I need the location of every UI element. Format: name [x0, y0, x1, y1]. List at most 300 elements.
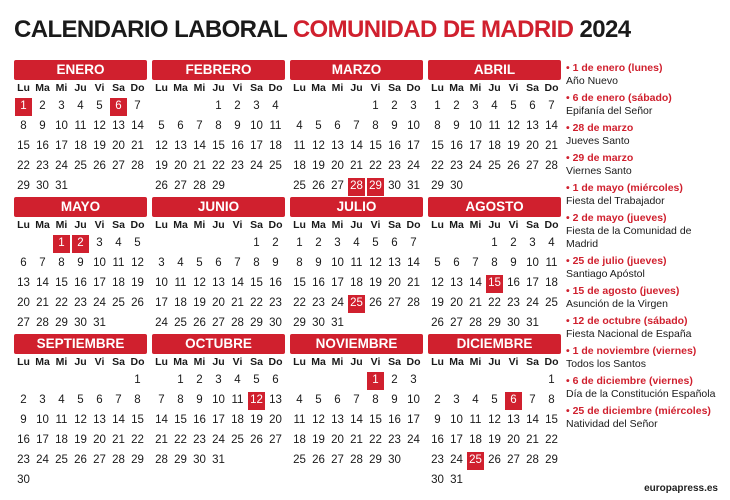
day-cell: 12: [312, 140, 325, 152]
day-cell: 7: [115, 394, 122, 406]
weekday-label: Lu: [293, 82, 306, 94]
weekday-label: Lu: [155, 82, 168, 94]
day-cell: 3: [158, 257, 165, 269]
day-cell: 14: [155, 414, 168, 426]
weekday-label: Sa: [388, 219, 401, 231]
holiday-name: Año Nuevo: [566, 75, 618, 87]
day-cell: 23: [269, 297, 282, 309]
holiday-item: [566, 255, 726, 281]
day-cell: 6: [215, 257, 222, 269]
day-cell: 3: [334, 237, 341, 249]
weekday-label: Lu: [17, 356, 30, 368]
weekday-label: Lu: [431, 356, 444, 368]
weekday-label: Sa: [250, 82, 263, 94]
day-cell: 5: [315, 394, 322, 406]
day-cell: 4: [234, 374, 241, 386]
empty-cell: [348, 372, 365, 390]
day-cell: 19: [250, 414, 263, 426]
day-cell: 24: [93, 297, 106, 309]
empty-cell: [191, 98, 208, 116]
holiday-item: [566, 122, 726, 148]
day-cell: 2: [272, 237, 279, 249]
day-cell: 29: [545, 454, 558, 466]
day-cell: 26: [312, 454, 325, 466]
weekday-label: Mi: [469, 82, 482, 94]
day-cell: 2: [20, 394, 27, 406]
weekday-label: Vi: [232, 356, 243, 368]
empty-cell: [429, 372, 446, 390]
holiday-date: • 15 de agosto (jueves): [566, 285, 680, 297]
day-cell: 15: [293, 277, 306, 289]
day-cell: 24: [331, 297, 344, 309]
weekday-label: Do: [544, 82, 559, 94]
day-cell: 7: [548, 100, 555, 112]
day-cell: 12: [155, 140, 168, 152]
empty-cell: [448, 372, 465, 390]
holiday-day-cell: 15: [486, 275, 503, 293]
day-cell: 22: [369, 434, 382, 446]
day-cell: 27: [331, 180, 344, 192]
weekday-label: Lu: [431, 219, 444, 231]
day-cell: 18: [74, 140, 87, 152]
day-cell: 22: [369, 160, 382, 172]
day-cell: 16: [269, 277, 282, 289]
day-cell: 4: [77, 100, 84, 112]
holiday-day-cell: 12: [248, 392, 265, 410]
day-cell: 20: [526, 140, 539, 152]
weekday-label: Do: [268, 82, 283, 94]
day-cell: 19: [431, 297, 444, 309]
month-junio: [152, 197, 285, 331]
day-cell: 6: [453, 257, 460, 269]
day-cell: 22: [55, 297, 68, 309]
day-cell: 19: [507, 140, 520, 152]
weekday-label: Ma: [311, 219, 326, 231]
day-cell: 11: [545, 257, 558, 269]
day-cell: 17: [469, 140, 482, 152]
day-cell: 13: [212, 277, 225, 289]
day-cell: 6: [529, 100, 536, 112]
day-cell: 22: [17, 160, 30, 172]
holiday-item: [566, 315, 726, 341]
day-cell: 7: [39, 257, 46, 269]
day-cell: 20: [269, 414, 282, 426]
day-cell: 4: [296, 120, 303, 132]
day-cell: 4: [548, 237, 555, 249]
day-cell: 3: [96, 237, 103, 249]
day-cell: 4: [272, 100, 279, 112]
day-cell: 10: [450, 414, 463, 426]
day-cell: 20: [331, 160, 344, 172]
day-cell: 17: [407, 414, 420, 426]
day-cell: 21: [545, 140, 558, 152]
day-cell: 14: [350, 414, 363, 426]
day-cell: 22: [293, 297, 306, 309]
month-header: MAYO: [14, 197, 147, 217]
day-cell: 21: [526, 434, 539, 446]
day-cell: 19: [312, 434, 325, 446]
empty-cell: [72, 372, 89, 390]
day-cell: 7: [353, 120, 360, 132]
empty-cell: [467, 235, 484, 253]
day-cell: 24: [407, 434, 420, 446]
day-cell: 4: [491, 100, 498, 112]
page-title: [14, 16, 630, 44]
day-cell: 30: [388, 180, 401, 192]
day-cell: 9: [434, 414, 441, 426]
day-cell: 9: [39, 120, 46, 132]
day-cell: 8: [296, 257, 303, 269]
day-cell: 10: [155, 277, 168, 289]
day-cell: 16: [36, 140, 49, 152]
day-cell: 28: [526, 454, 539, 466]
day-cell: 29: [212, 180, 225, 192]
day-cell: 21: [131, 140, 144, 152]
weekday-label: Vi: [508, 356, 519, 368]
day-cell: 29: [488, 317, 501, 329]
day-cell: 5: [134, 237, 141, 249]
day-cell: 3: [529, 237, 536, 249]
day-cell: 13: [269, 394, 282, 406]
day-cell: 28: [112, 454, 125, 466]
day-cell: 15: [369, 414, 382, 426]
month-header: AGOSTO: [428, 197, 561, 217]
day-cell: 20: [174, 160, 187, 172]
day-cell: 6: [20, 257, 27, 269]
day-cell: 17: [526, 277, 539, 289]
day-cell: 27: [526, 160, 539, 172]
month-header: SEPTIEMBRE: [14, 334, 147, 354]
day-cell: 23: [74, 297, 87, 309]
holiday-day-cell: 29: [367, 178, 384, 196]
day-cell: 4: [115, 237, 122, 249]
empty-cell: [153, 235, 170, 253]
day-cell: 3: [410, 374, 417, 386]
holiday-day-cell: 25: [467, 452, 484, 470]
day-cell: 27: [450, 317, 463, 329]
day-cell: 23: [231, 160, 244, 172]
day-cell: 20: [212, 297, 225, 309]
weekday-label: Ma: [173, 82, 188, 94]
month-days: [428, 80, 561, 197]
holiday-date: • 29 de marzo: [566, 152, 634, 164]
weekday-label: Ma: [449, 82, 464, 94]
day-cell: 26: [155, 180, 168, 192]
day-cell: 3: [39, 394, 46, 406]
day-cell: 2: [315, 237, 322, 249]
source-credit: europapress.es: [644, 483, 718, 494]
day-cell: 29: [17, 180, 30, 192]
day-cell: 24: [155, 317, 168, 329]
weekday-label: Mi: [331, 356, 344, 368]
day-cell: 18: [112, 277, 125, 289]
day-cell: 3: [215, 374, 222, 386]
weekday-label: Vi: [370, 219, 381, 231]
weekday-label: Sa: [112, 219, 125, 231]
day-cell: 6: [334, 120, 341, 132]
day-cell: 6: [334, 394, 341, 406]
day-cell: 10: [469, 120, 482, 132]
weekday-label: Do: [406, 82, 421, 94]
holiday-item: [566, 212, 726, 251]
day-cell: 23: [507, 297, 520, 309]
day-cell: 24: [36, 454, 49, 466]
weekday-label: Mi: [55, 356, 68, 368]
day-cell: 26: [431, 317, 444, 329]
day-cell: 2: [453, 100, 460, 112]
weekday-label: Vi: [370, 82, 381, 94]
day-cell: 29: [369, 454, 382, 466]
day-cell: 5: [510, 100, 517, 112]
day-cell: 26: [131, 297, 144, 309]
weekday-label: Vi: [370, 356, 381, 368]
day-cell: 11: [231, 394, 244, 406]
day-cell: 23: [450, 160, 463, 172]
weekday-label: Ju: [74, 82, 87, 94]
day-cell: 28: [350, 454, 363, 466]
empty-cell: [15, 235, 32, 253]
holiday-day-cell: 25: [348, 295, 365, 313]
holiday-item: [566, 62, 726, 88]
month-days: [152, 354, 285, 471]
day-cell: 9: [315, 257, 322, 269]
day-cell: 23: [17, 454, 30, 466]
day-cell: 7: [353, 394, 360, 406]
day-cell: 26: [488, 454, 501, 466]
weekday-label: Sa: [250, 356, 263, 368]
month-days: [428, 354, 561, 491]
empty-cell: [34, 372, 51, 390]
day-cell: 28: [545, 160, 558, 172]
holiday-date: • 25 de julio (jueves): [566, 255, 667, 267]
day-cell: 11: [488, 120, 501, 132]
weekday-label: Ma: [311, 82, 326, 94]
day-cell: 3: [58, 100, 65, 112]
holiday-date: • 2 de mayo (jueves): [566, 212, 667, 224]
holiday-item: [566, 285, 726, 311]
weekday-label: Mi: [193, 219, 206, 231]
day-cell: 4: [353, 237, 360, 249]
day-cell: 18: [293, 434, 306, 446]
day-cell: 30: [17, 474, 30, 486]
holiday-day-cell: 28: [348, 178, 365, 196]
day-cell: 11: [293, 414, 306, 426]
day-cell: 14: [350, 140, 363, 152]
weekday-label: Vi: [508, 219, 519, 231]
holiday-day-cell: 6: [110, 98, 127, 116]
weekday-label: Do: [130, 356, 145, 368]
holiday-name: Asunción de la Virgen: [566, 298, 668, 310]
day-cell: 27: [331, 454, 344, 466]
holiday-day-cell: 1: [367, 372, 384, 390]
day-cell: 2: [391, 374, 398, 386]
empty-cell: [448, 235, 465, 253]
day-cell: 22: [488, 297, 501, 309]
day-cell: 28: [469, 317, 482, 329]
weekday-label: Mi: [331, 219, 344, 231]
day-cell: 10: [55, 120, 68, 132]
weekday-label: Ma: [35, 356, 50, 368]
day-cell: 21: [407, 277, 420, 289]
weekday-label: Lu: [17, 82, 30, 94]
day-cell: 5: [196, 257, 203, 269]
empty-cell: [15, 372, 32, 390]
day-cell: 21: [350, 434, 363, 446]
day-cell: 30: [312, 317, 325, 329]
holiday-name: Santiago Apóstol: [566, 268, 645, 280]
empty-cell: [153, 98, 170, 116]
weekday-label: Ma: [35, 219, 50, 231]
day-cell: 13: [450, 277, 463, 289]
weekday-label: Ju: [350, 219, 363, 231]
day-cell: 16: [231, 140, 244, 152]
holiday-item: [566, 182, 726, 208]
weekday-label: Vi: [94, 356, 105, 368]
weekday-label: Mi: [469, 219, 482, 231]
day-cell: 21: [112, 434, 125, 446]
day-cell: 25: [174, 317, 187, 329]
day-cell: 11: [55, 414, 68, 426]
day-cell: 3: [453, 394, 460, 406]
weekday-label: Ju: [212, 219, 225, 231]
day-cell: 31: [331, 317, 344, 329]
day-cell: 31: [93, 317, 106, 329]
weekday-label: Ju: [212, 82, 225, 94]
month-days: [14, 80, 147, 197]
day-cell: 22: [431, 160, 444, 172]
holiday-date: • 1 de enero (lunes): [566, 62, 663, 74]
holiday-item: [566, 152, 726, 178]
month-septiembre: [14, 334, 147, 486]
day-cell: 5: [491, 394, 498, 406]
empty-cell: [172, 235, 189, 253]
weekday-label: Ju: [350, 356, 363, 368]
weekday-label: Do: [544, 356, 559, 368]
weekday-label: Do: [406, 219, 421, 231]
day-cell: 17: [407, 140, 420, 152]
day-cell: 4: [177, 257, 184, 269]
weekday-label: Ma: [173, 219, 188, 231]
day-cell: 26: [74, 454, 87, 466]
day-cell: 25: [293, 454, 306, 466]
month-days: [290, 217, 423, 334]
day-cell: 9: [20, 414, 27, 426]
day-cell: 11: [74, 120, 87, 132]
day-cell: 6: [391, 237, 398, 249]
empty-cell: [505, 372, 522, 390]
day-cell: 30: [388, 454, 401, 466]
day-cell: 1: [296, 237, 303, 249]
weekday-label: Lu: [293, 356, 306, 368]
day-cell: 11: [293, 140, 306, 152]
day-cell: 9: [510, 257, 517, 269]
day-cell: 22: [131, 434, 144, 446]
day-cell: 29: [250, 317, 263, 329]
day-cell: 17: [155, 297, 168, 309]
empty-cell: [291, 98, 308, 116]
day-cell: 20: [93, 434, 106, 446]
day-cell: 9: [272, 257, 279, 269]
day-cell: 14: [469, 277, 482, 289]
day-cell: 4: [296, 394, 303, 406]
month-header: JUNIO: [152, 197, 285, 217]
day-cell: 10: [250, 120, 263, 132]
day-cell: 1: [253, 237, 260, 249]
day-cell: 23: [36, 160, 49, 172]
day-cell: 12: [131, 257, 144, 269]
month-header: ENERO: [14, 60, 147, 80]
day-cell: 5: [434, 257, 441, 269]
day-cell: 15: [431, 140, 444, 152]
empty-cell: [53, 372, 70, 390]
day-cell: 13: [17, 277, 30, 289]
day-cell: 31: [526, 317, 539, 329]
empty-cell: [191, 235, 208, 253]
empty-cell: [429, 235, 446, 253]
weekday-label: Ju: [350, 82, 363, 94]
day-cell: 25: [269, 160, 282, 172]
day-cell: 3: [253, 100, 260, 112]
day-cell: 20: [17, 297, 30, 309]
day-cell: 7: [529, 394, 536, 406]
month-days: [290, 354, 423, 471]
day-cell: 1: [177, 374, 184, 386]
weekday-label: Mi: [193, 82, 206, 94]
day-cell: 14: [526, 414, 539, 426]
day-cell: 9: [453, 120, 460, 132]
day-cell: 30: [507, 317, 520, 329]
weekday-label: Do: [130, 219, 145, 231]
day-cell: 21: [231, 297, 244, 309]
empty-cell: [329, 98, 346, 116]
day-cell: 12: [488, 414, 501, 426]
day-cell: 21: [155, 434, 168, 446]
day-cell: 16: [312, 277, 325, 289]
day-cell: 28: [193, 180, 206, 192]
holiday-item: [566, 405, 726, 431]
day-cell: 8: [372, 120, 379, 132]
day-cell: 8: [215, 120, 222, 132]
holiday-date: • 6 de diciembre (viernes): [566, 375, 693, 387]
holiday-date: • 28 de marzo: [566, 122, 634, 134]
day-cell: 15: [131, 414, 144, 426]
empty-cell: [172, 98, 189, 116]
day-cell: 8: [58, 257, 65, 269]
day-cell: 10: [36, 414, 49, 426]
day-cell: 1: [134, 374, 141, 386]
calendar-grid: [14, 60, 561, 486]
day-cell: 17: [250, 140, 263, 152]
day-cell: 17: [55, 140, 68, 152]
day-cell: 8: [434, 120, 441, 132]
day-cell: 10: [407, 394, 420, 406]
day-cell: 3: [472, 100, 479, 112]
day-cell: 28: [231, 317, 244, 329]
day-cell: 6: [177, 120, 184, 132]
holiday-date: • 1 de mayo (miércoles): [566, 182, 683, 194]
day-cell: 4: [58, 394, 65, 406]
weekday-label: Do: [268, 356, 283, 368]
weekday-label: Ju: [74, 356, 87, 368]
day-cell: 27: [212, 317, 225, 329]
weekday-label: Lu: [17, 219, 30, 231]
day-cell: 28: [36, 317, 49, 329]
weekday-label: Ma: [173, 356, 188, 368]
day-cell: 28: [407, 297, 420, 309]
day-cell: 23: [312, 297, 325, 309]
month-header: MARZO: [290, 60, 423, 80]
weekday-label: Mi: [331, 82, 344, 94]
